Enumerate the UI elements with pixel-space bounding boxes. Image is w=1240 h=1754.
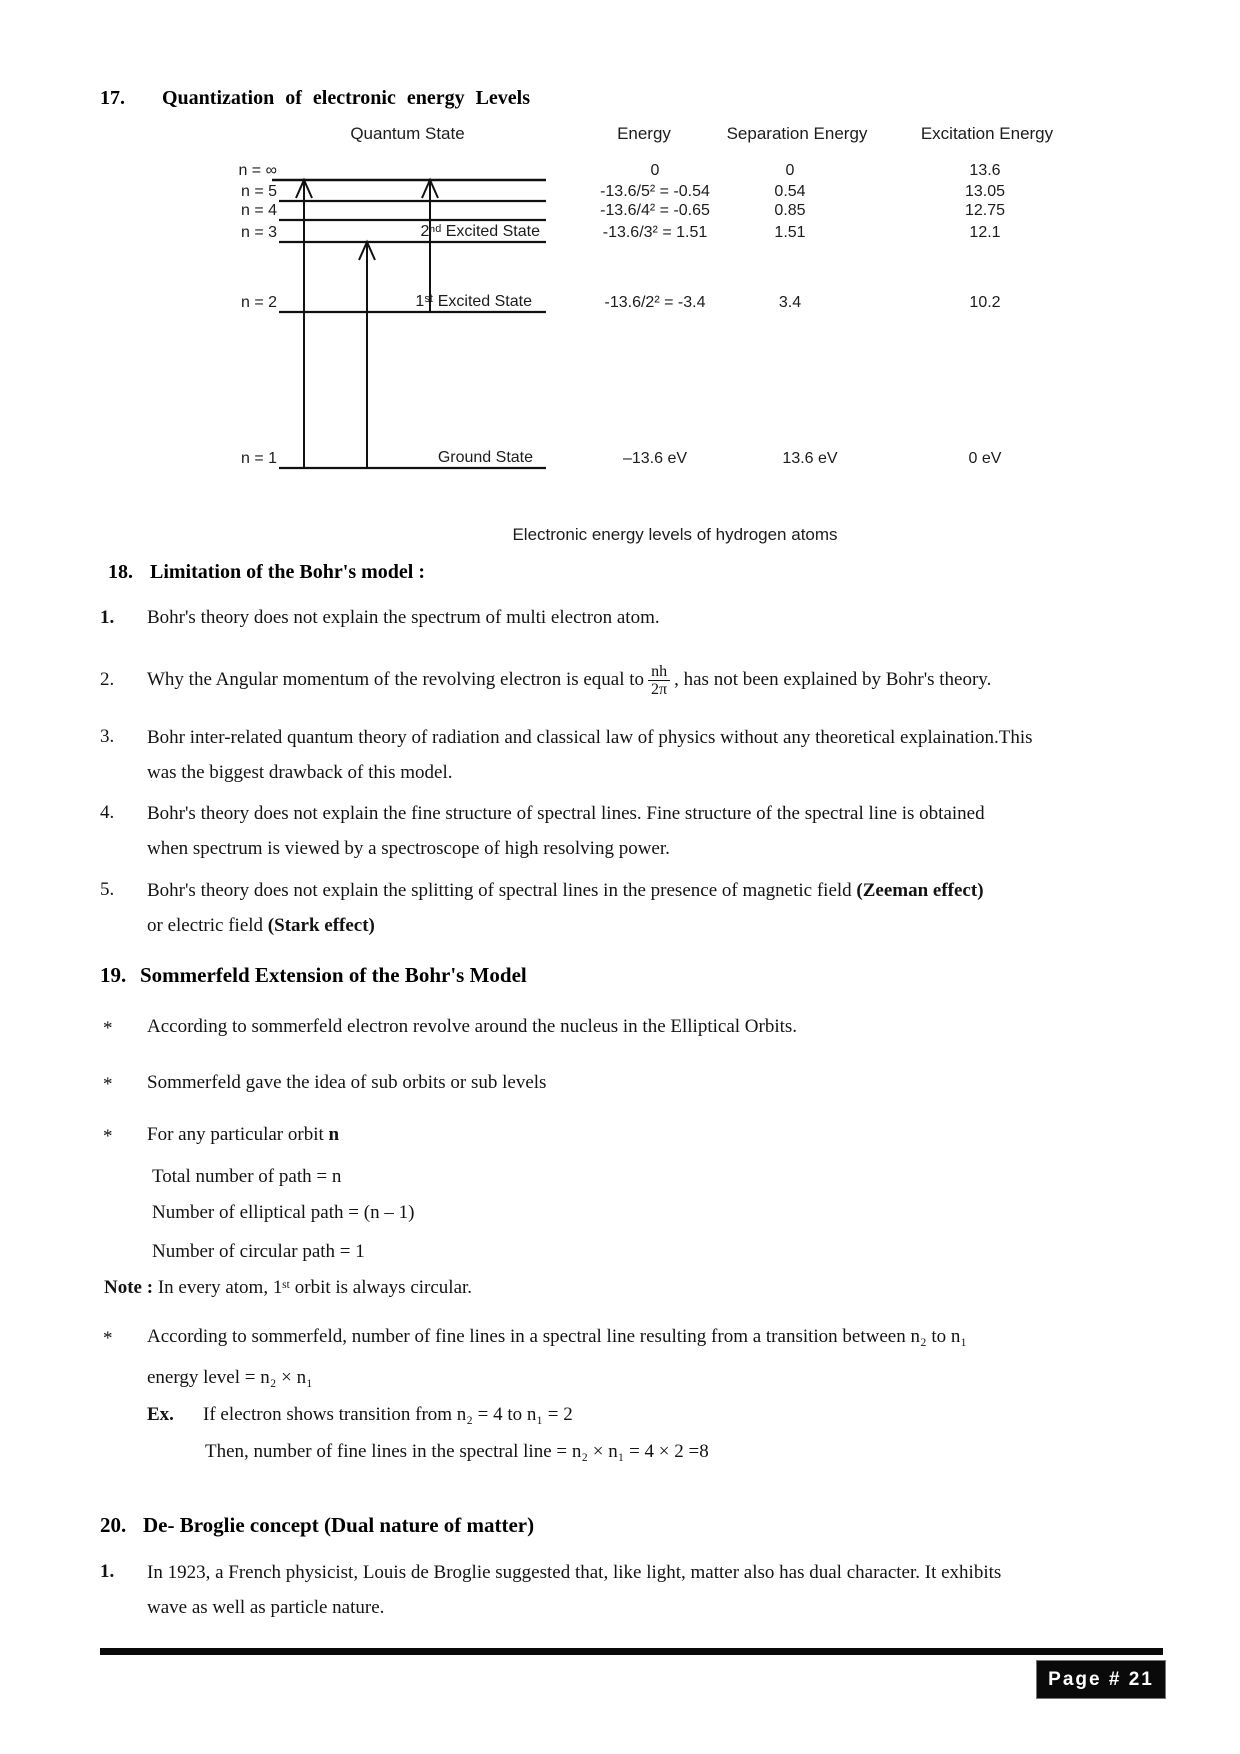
level-label-n4: n = 4 (240, 202, 277, 219)
item-1-text: Bohr's theory does not explain the spectrum of multi electron atom. (147, 607, 660, 628)
bullet-3-text (147, 1124, 339, 1146)
item-2-text (147, 657, 991, 703)
column-header-excitation-energy: Excitation Energy (920, 124, 1054, 143)
subline-total-path: Total number of path = n (152, 1166, 342, 1187)
item-4-line1: Bohr's theory does not explain the fine structure of spectral lines. Fine structure of the spectral line is obtained (147, 803, 985, 824)
bullet-4-line2: energy level = n₂ × n₁ (147, 1367, 313, 1388)
bullet-3-orbit-n-bold: n (328, 1124, 340, 1145)
separation-value-row6: 13.6 eV (782, 450, 838, 467)
energy-value-row2: -13.6/5² = -0.54 (600, 183, 710, 200)
energy-value-row6: –13.6 eV (622, 450, 688, 467)
excitation-value-row6: 0 eV (968, 450, 1002, 467)
example-text: If electron shows transition from n₂ = 4 to n₁ = 2 (203, 1404, 573, 1425)
separation-value-row1: 0 (785, 162, 795, 179)
separation-value-row5: 3.4 (778, 294, 802, 311)
item-5-stark-bold: (Stark effect) (267, 915, 375, 936)
column-header-separation-energy: Separation Energy (726, 124, 868, 143)
section-17-title: Quantization of electronic energy Levels (162, 87, 531, 109)
diagram-caption: Electronic energy levels of hydrogen atoms (512, 525, 838, 544)
footer-rule (100, 1648, 1163, 1655)
level-label-n5: n = 5 (240, 183, 277, 200)
section-20-title: De- Broglie concept (Dual nature of matter) (143, 1513, 535, 1537)
separation-value-row4: 1.51 (774, 224, 806, 241)
level-label-n1: n = 1 (240, 450, 277, 467)
item-1-number: 1. (100, 607, 115, 628)
state-label-ground: Ground State (437, 449, 533, 466)
item-5-number: 5. (100, 879, 115, 900)
separation-value-row2: 0.54 (774, 183, 806, 200)
page-number-label: Page # 21 (1048, 1668, 1154, 1690)
item-3-text (147, 720, 1152, 790)
item-2-text-post: , has not been explained by Bohr's theory. (674, 669, 992, 690)
debroglie-item-text (147, 1555, 1152, 1625)
level-label-n-infinity: n = ∞ (238, 162, 277, 179)
energy-value-row4: -13.6/3² = 1.51 (602, 224, 708, 241)
energy-value-row1: 0 (650, 162, 660, 179)
bullet-1-marker: * (103, 1018, 113, 1039)
subline-circular-path: Number of circular path = 1 (152, 1241, 365, 1262)
item-5-line2-text: or electric field (147, 915, 268, 936)
section-18-title: Limitation of the Bohr's model : (150, 561, 425, 583)
section-17-number: 17. (100, 87, 125, 109)
item-2-fraction (648, 663, 670, 698)
item-5-line1-text: Bohr's theory does not explain the splitting of spectral lines in the presence of magnetic field (147, 880, 857, 901)
page-number-badge (1036, 1660, 1166, 1699)
level-label-n2: n = 2 (240, 294, 277, 311)
excitation-value-row5: 10.2 (969, 294, 1001, 311)
bullet-4-line1: According to sommerfeld, number of fine lines in a spectral line resulting from a transition between n₂ to n₁ (147, 1326, 967, 1347)
note-text: In every atom, 1ˢᵗ orbit is always circular. (153, 1277, 473, 1298)
excitation-value-row2: 13.05 (964, 183, 1006, 200)
excitation-value-row3: 12.75 (964, 202, 1006, 219)
level-label-n3: n = 3 (240, 224, 277, 241)
bullet-3-pre: For any particular orbit (147, 1124, 329, 1145)
item-4-line2: when spectrum is viewed by a spectroscope of high resolving power. (147, 838, 670, 859)
separation-value-row3: 0.85 (774, 202, 806, 219)
item-2-number: 2. (100, 669, 115, 690)
item-5-text (147, 873, 1152, 943)
fraction-numerator: nh (651, 662, 668, 680)
item-4-number: 4. (100, 802, 115, 823)
debroglie-line1: In 1923, a French physicist, Louis de Broglie suggested that, like light, matter also has dual character. It exhibits (147, 1562, 1002, 1583)
example-then-text: Then, number of fine lines in the spectral line = n₂ × n₁ = 4 × 2 =8 (205, 1441, 709, 1462)
column-header-energy: Energy (617, 124, 671, 143)
subline-elliptical-path: Number of elliptical path = (n – 1) (152, 1202, 415, 1223)
state-label-second-excited: 2ⁿᵈ Excited State (420, 223, 540, 240)
example-label: Ex. (147, 1404, 174, 1425)
item-3-line2: was the biggest drawback of this model. (147, 762, 453, 783)
bullet-4-marker: * (103, 1328, 113, 1349)
item-3-number: 3. (100, 726, 115, 747)
section-18-number: 18. (108, 561, 133, 583)
debroglie-line2: wave as well as particle nature. (147, 1597, 385, 1618)
excitation-value-row1: 13.6 (969, 162, 1001, 179)
column-header-quantum-state: Quantum State (350, 124, 465, 143)
section-19-title: Sommerfeld Extension of the Bohr's Model (140, 963, 527, 987)
section-20-number: 20. (100, 1513, 127, 1537)
excitation-value-row4: 12.1 (969, 224, 1001, 241)
section-19-number: 19. (100, 963, 127, 987)
item-5-zeeman-bold: (Zeeman effect) (856, 880, 984, 901)
debroglie-item-number: 1. (100, 1561, 115, 1582)
item-2-text-pre: Why the Angular momentum of the revolving electron is equal to (147, 669, 645, 690)
bullet-3-marker: * (103, 1126, 113, 1147)
energy-level-diagram-lines (0, 0, 1240, 520)
note-label: Note : (104, 1277, 154, 1298)
note-line (104, 1277, 472, 1299)
item-3-line1: Bohr inter-related quantum theory of radiation and classical law of physics without any theoretical explaination.This (147, 727, 1033, 748)
bullet-1-text: According to sommerfeld electron revolve around the nucleus in the Elliptical Orbits. (147, 1016, 798, 1037)
bullet-2-marker: * (103, 1074, 113, 1095)
energy-value-row5: -13.6/2² = -3.4 (604, 294, 706, 311)
fraction-denominator: 2π (648, 680, 670, 698)
item-4-text (147, 796, 1152, 866)
energy-value-row3: -13.6/4² = -0.65 (600, 202, 710, 219)
bullet-2-text: Sommerfeld gave the idea of sub orbits or sub levels (147, 1072, 547, 1093)
state-label-first-excited: 1ˢᵗ Excited State (415, 293, 532, 310)
